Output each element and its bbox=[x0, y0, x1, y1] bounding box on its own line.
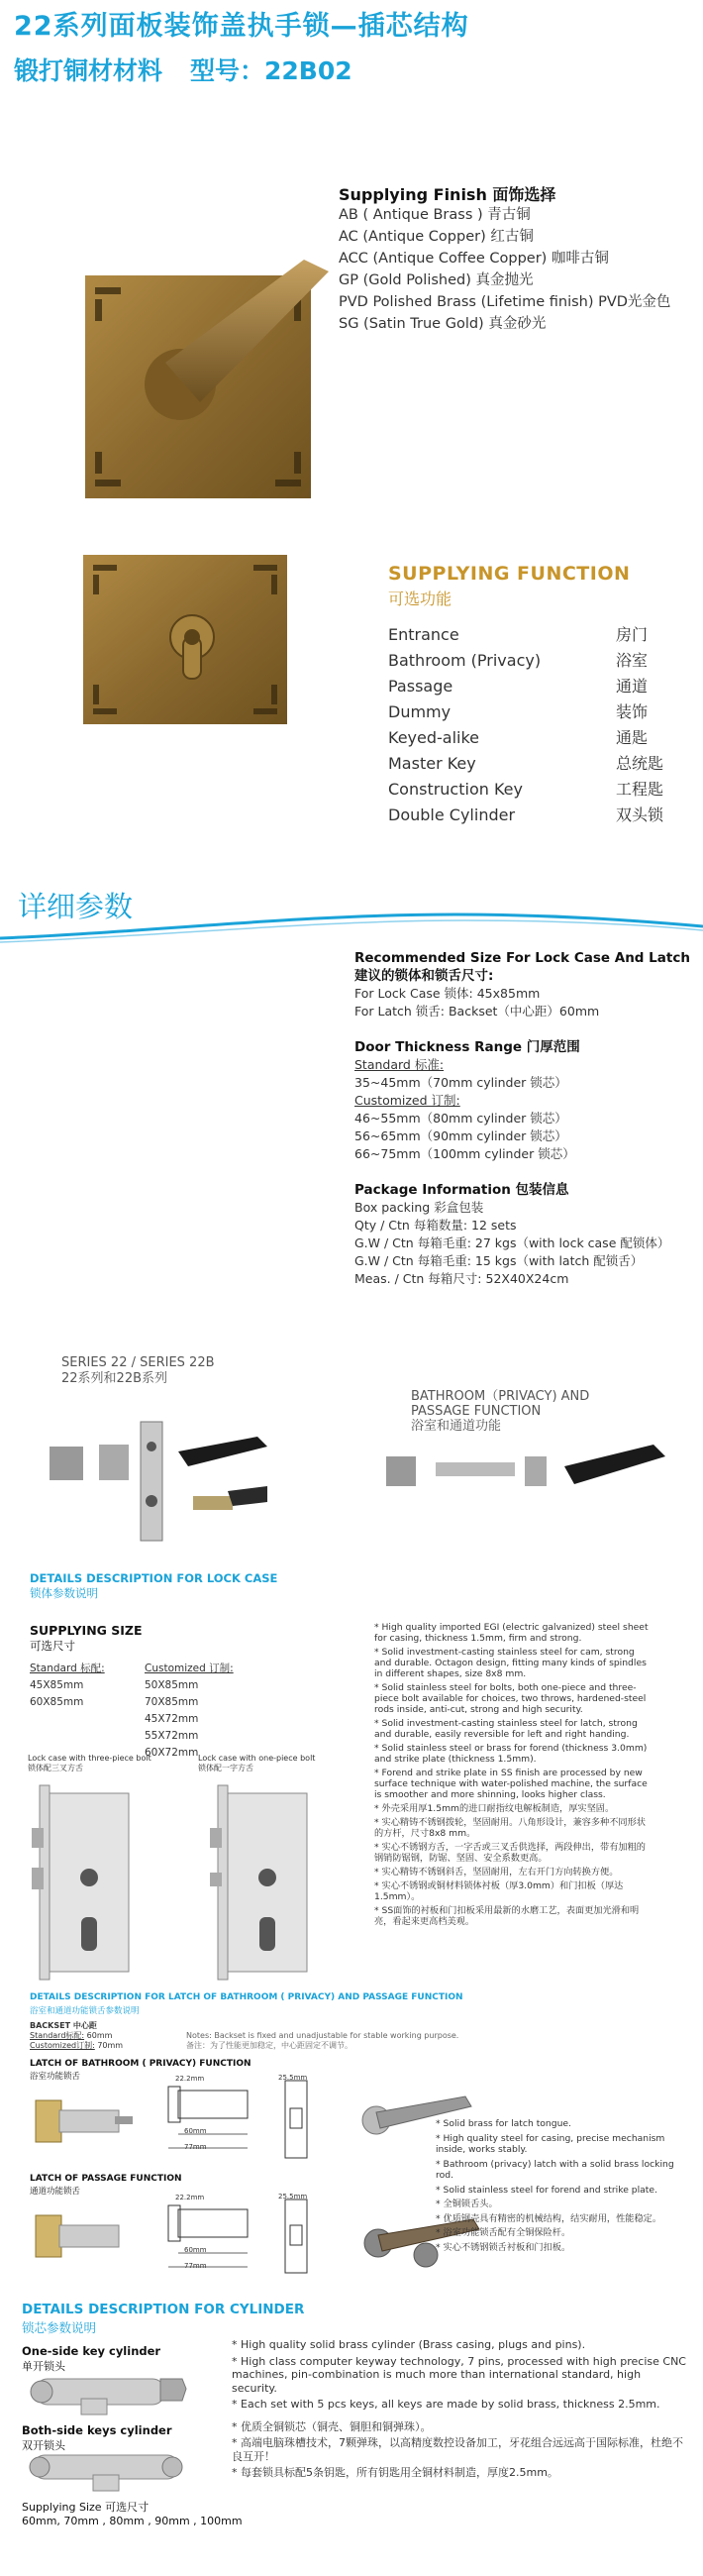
function-heading: SUPPLYING FUNCTION bbox=[388, 563, 631, 585]
finish-item: GP (Gold Polished) 真金抛光 bbox=[339, 272, 534, 288]
dim-label: 77mm bbox=[184, 2262, 207, 2270]
exploded-view-latch-image bbox=[376, 1427, 673, 1516]
bullet-item: * High quality imported EGI (electric galvanized) steel sheet for casing, thickness 1.5mm, firm and strong. bbox=[374, 1622, 649, 1644]
pack-line: Meas. / Ctn 每箱尺寸: 52X40X24cm bbox=[354, 1271, 569, 1286]
bullet-item: * 实心精铸不锈钢拨轮，坚固耐用。八角形设计，兼容多种不同形状的方杆，尺寸8x8 mm。 bbox=[374, 1817, 646, 1839]
backset-cust: Customized订制: 70mm bbox=[30, 2041, 124, 2050]
std-line: 35~45mm（70mm cylinder 锁芯） bbox=[354, 1075, 567, 1090]
function-cn: 房门 bbox=[616, 625, 649, 644]
pack-line: Box packing 彩盒包装 bbox=[354, 1200, 484, 1215]
lockcase-heading: DETAILS DESCRIPTION FOR LOCK CASE bbox=[30, 1571, 278, 1585]
lockcase-one-piece-image bbox=[208, 1783, 327, 1982]
strike-plate-image bbox=[277, 2073, 317, 2164]
cylinder-subheading: 锁芯参数说明 bbox=[22, 2320, 97, 2335]
function-cn: 通道 bbox=[616, 677, 649, 696]
size-item: 45X85mm bbox=[30, 1679, 84, 1691]
passage-latch-image bbox=[30, 2196, 139, 2275]
function-row bbox=[388, 699, 675, 725]
function-cn: 工程匙 bbox=[616, 780, 664, 799]
exploded-view-lockcase-image bbox=[30, 1407, 287, 1546]
specs-block bbox=[354, 949, 691, 1288]
backset-notes bbox=[186, 2031, 458, 2051]
function-cn: 总统匙 bbox=[616, 754, 664, 773]
function-cn: 浴室 bbox=[616, 651, 649, 670]
function-en: Double Cylinder bbox=[388, 805, 516, 824]
function-subheading: 可选功能 bbox=[388, 590, 452, 608]
bullet-item: * 每套锁具标配5条钥匙，所有钥匙用全铜材料制造，厚度2.5mm。 bbox=[232, 2466, 558, 2479]
bullet-item: * 实心精铸不锈钢斜舌，坚固耐用，左右开门方向转换方便。 bbox=[374, 1867, 619, 1878]
one-side-cylinder-image bbox=[22, 2371, 190, 2416]
function-en: Passage bbox=[388, 677, 453, 696]
series-label bbox=[61, 1355, 215, 1387]
lockcase-three-piece-image bbox=[30, 1783, 149, 1982]
note-line: Notes: Backset is fixed and unadjustable for stable working purpose. bbox=[186, 2031, 459, 2040]
bath-latch-image bbox=[30, 2081, 139, 2160]
lever-handle-rose-image bbox=[81, 254, 339, 501]
function-row bbox=[388, 725, 675, 751]
pack-line: Qty / Ctn 每箱数量: 12 sets bbox=[354, 1218, 517, 1233]
cust-line: 66~75mm（100mm cylinder 锁芯） bbox=[354, 1146, 575, 1161]
bullet-item: * Solid brass for latch tongue. bbox=[436, 2118, 571, 2129]
finish-item: ACC (Antique Coffee Copper) 咖啡古铜 bbox=[339, 251, 609, 267]
size-item: 55X72mm bbox=[145, 1730, 199, 1742]
function-row bbox=[388, 803, 675, 828]
passage-dimension-drawing bbox=[149, 2192, 267, 2279]
bullet-item: * 实心不锈钢锁舌衬板和门扣板。 bbox=[436, 2241, 571, 2253]
dim-label: 77mm bbox=[184, 2143, 207, 2151]
material-label: 锻打铜材材料 bbox=[14, 56, 163, 85]
function-en: Bathroom (Privacy) bbox=[388, 651, 542, 670]
bullet-item: * Solid stainless steel for bolts, both one-piece and three-piece bolt available for choices, two throws, hardened-steel rods inside, anti-cut, strong and high security. bbox=[374, 1682, 647, 1715]
function-en: Dummy bbox=[388, 702, 452, 721]
pack-heading: Package Information 包装信息 bbox=[354, 1182, 569, 1198]
bullet-item: * 外壳采用厚1.5mm的进口耐指纹电解板制造，厚实坚固。 bbox=[374, 1803, 615, 1814]
finish-item: PVD Polished Brass (Lifetime finish) PVD光金色 bbox=[339, 294, 671, 310]
dim-label: 25.5mm bbox=[278, 2074, 308, 2082]
rec-line: For Latch 锁舌: Backset（中心距）60mm bbox=[354, 1004, 600, 1019]
wave-divider bbox=[0, 907, 703, 946]
bullet-item: * Solid stainless steel for forend and strike plate. bbox=[436, 2184, 657, 2196]
size-item: 60X72mm bbox=[145, 1747, 199, 1759]
passage-latch-subheading: 通道功能锁舌 bbox=[30, 2187, 81, 2197]
latch-dimension-drawing bbox=[149, 2073, 267, 2164]
bullet-item: * 实心不锈钢方舌，一字舌或三叉舌供选择，两段伸出，带有加粗的钢销防锯钢，防锯、坚固、安全系数更高。 bbox=[374, 1842, 646, 1864]
page-title: 22系列面板装饰盖执手锁—插芯结构 bbox=[14, 11, 469, 42]
cust-size-list bbox=[145, 1661, 234, 1762]
lockcase-subheading: 锁体参数说明 bbox=[30, 1586, 98, 1600]
dim-label: 25.5mm bbox=[278, 2193, 308, 2200]
cylinder-escutcheon-image bbox=[81, 553, 289, 726]
bullet-item: * 高端电脑珠槽技术，7颗弹珠，以高精度数控设备加工，牙花组合远远高于国际标准，杜绝不良互开！ bbox=[232, 2436, 683, 2463]
latch-bullets bbox=[436, 2118, 683, 2256]
function-en: Keyed-alike bbox=[388, 728, 480, 747]
function-row bbox=[388, 622, 675, 648]
rec-subheading: 建议的锁体和锁舌尺寸: bbox=[354, 968, 494, 984]
rec-line: For Lock Case 锁体: 45x85mm bbox=[354, 986, 541, 1001]
bullet-item: * 浴室功能锁舌配有全铜保险杆。 bbox=[436, 2227, 571, 2238]
door-heading: Door Thickness Range 门厚范围 bbox=[354, 1039, 580, 1055]
bullet-item: * Each set with 5 pcs keys, all keys are made by solid brass, thickness 2.5mm. bbox=[232, 2398, 660, 2411]
std-label: Standard 标准: bbox=[354, 1057, 445, 1072]
bullet-item: * Solid investment-casting stainless steel for latch, strong and durable, easily reversible for left and right handing. bbox=[374, 1718, 638, 1740]
details-title: 详细参数 bbox=[18, 890, 134, 923]
cust-label: Customized 订制: bbox=[145, 1663, 234, 1674]
bullet-item: * Forend and strike plate in SS finish are processed by new surface technique with water-polished machine, the surface is smoother and more shinning, looks higher class. bbox=[374, 1768, 648, 1800]
both-side-label: Both-side keys cylinder bbox=[22, 2423, 172, 2437]
function-row bbox=[388, 777, 675, 803]
size-item: 50X85mm bbox=[145, 1679, 199, 1691]
finish-list bbox=[339, 204, 670, 335]
function-en: Entrance bbox=[388, 625, 459, 644]
caption-one-piece: Lock case with one-piece bolt 锁体配一字方舌 bbox=[198, 1754, 316, 1772]
bullet-item: * High class computer keyway technology, 7 pins, processed with high precise CNC machines, pin-combination is much more than international standard, high security. bbox=[232, 2354, 686, 2395]
finish-item: SG (Satin True Gold) 真金砂光 bbox=[339, 316, 547, 332]
size-item: 45X72mm bbox=[145, 1713, 199, 1725]
function-en: Master Key bbox=[388, 754, 476, 773]
dim-label: 60mm bbox=[184, 2127, 207, 2135]
bullet-item: * 优质全铜锁芯（铜壳、铜胆和铜弹珠）。 bbox=[232, 2419, 432, 2433]
size-heading: SUPPLYING SIZE bbox=[30, 1623, 143, 1638]
function-en: Construction Key bbox=[388, 780, 523, 799]
both-side-label-cn: 双开锁头 bbox=[22, 2439, 65, 2452]
one-side-label-cn: 单开锁头 bbox=[22, 2360, 65, 2373]
backset-block bbox=[30, 2021, 123, 2051]
finish-heading: Supplying Finish 面饰选择 bbox=[339, 185, 556, 204]
latch-subheading: 浴室和通道功能锁舌参数说明 bbox=[30, 2006, 140, 2016]
bullet-item: * Bathroom (privacy) latch with a solid brass locking rod. bbox=[436, 2158, 674, 2181]
bath-latch-heading: LATCH OF BATHROOM ( PRIVACY) FUNCTION bbox=[30, 2059, 251, 2069]
both-side-cylinder-image bbox=[22, 2449, 190, 2493]
passage-latch-heading: LATCH OF PASSAGE FUNCTION bbox=[30, 2174, 182, 2184]
size-subheading: 可选尺寸 bbox=[30, 1639, 75, 1653]
rec-heading: Recommended Size For Lock Case And Latch bbox=[354, 950, 690, 966]
series-line: 浴室和通道功能 bbox=[411, 1419, 502, 1434]
one-side-label: One-side key cylinder bbox=[22, 2344, 161, 2358]
note-line: 备注：为了性能更加稳定，中心距固定不调节。 bbox=[186, 2041, 352, 2050]
pack-line: G.W / Ctn 每箱毛重: 15 kgs（with latch 配锁舌） bbox=[354, 1253, 644, 1268]
function-row bbox=[388, 674, 675, 699]
series-line: PASSAGE FUNCTION bbox=[411, 1404, 542, 1419]
std-label: Standard 标配: bbox=[30, 1663, 105, 1674]
function-cn: 通匙 bbox=[616, 728, 649, 747]
dim-label: 22.2mm bbox=[175, 2194, 205, 2201]
cust-label: Customized 订制: bbox=[354, 1093, 460, 1108]
cylinder-heading: DETAILS DESCRIPTION FOR CYLINDER bbox=[22, 2302, 305, 2317]
bullet-item: * 全铜锁舌头。 bbox=[436, 2199, 498, 2209]
dim-label: 60mm bbox=[184, 2246, 207, 2254]
cylinder-bullets bbox=[232, 2338, 689, 2483]
cylinder-size-label: Supplying Size 可选尺寸 bbox=[22, 2501, 150, 2514]
series-line: BATHROOM（PRIVACY) AND bbox=[411, 1389, 590, 1404]
bath-latch-subheading: 浴室功能锁舌 bbox=[30, 2072, 81, 2082]
cylinder-sizes: 60mm, 70mm , 80mm , 90mm , 100mm bbox=[22, 2515, 243, 2527]
function-row bbox=[388, 751, 675, 777]
bullet-item: * Solid investment-casting stainless steel for cam, strong and durable. Octagon design, fitting many kinds of spindles in different shapes, size 8x8 mm. bbox=[374, 1647, 647, 1679]
std-size-list bbox=[30, 1661, 105, 1711]
series-line: 22系列和22B系列 bbox=[61, 1371, 168, 1386]
cust-line: 46~55mm（80mm cylinder 锁芯） bbox=[354, 1111, 567, 1126]
function-row bbox=[388, 648, 675, 674]
strike-plate-image bbox=[277, 2192, 317, 2279]
finish-item: AB ( Antique Brass ) 青古铜 bbox=[339, 207, 531, 223]
size-item: 60X85mm bbox=[30, 1696, 84, 1708]
lockcase-bullets bbox=[374, 1622, 653, 1930]
dim-label: 22.2mm bbox=[175, 2075, 205, 2083]
latch-heading: DETAILS DESCRIPTION FOR LATCH OF BATHROOM ( PRIVACY) AND PASSAGE FUNCTION bbox=[30, 1992, 463, 2002]
function-list bbox=[388, 622, 675, 828]
model-number: 型号：22B02 bbox=[190, 56, 352, 85]
series-line: SERIES 22 / SERIES 22B bbox=[61, 1355, 215, 1370]
bullet-item: * 实心不锈钢或铜材料锁体衬板（厚3.0mm）和门扣板（厚达1.5mm）。 bbox=[374, 1880, 624, 1902]
size-item: 70X85mm bbox=[145, 1696, 199, 1708]
bullet-item: * Solid stainless steel or brass for forend (thickness 3.0mm) and strike plate (thickness 1.5mm). bbox=[374, 1743, 648, 1765]
function-cn: 双头锁 bbox=[616, 805, 664, 824]
bullet-item: * High quality steel for casing, precise mechanism inside, works stably. bbox=[436, 2132, 665, 2155]
model-line bbox=[14, 52, 352, 87]
function-cn: 装饰 bbox=[616, 702, 649, 721]
bullet-item: * 优质钢壳具有精密的机械结构，结实耐用，性能稳定。 bbox=[436, 2212, 662, 2224]
backset-std: Standard标配: 60mm bbox=[30, 2031, 113, 2040]
cust-line: 56~65mm（90mm cylinder 锁芯） bbox=[354, 1128, 567, 1143]
backset-label: BACKSET 中心距 bbox=[30, 2021, 97, 2030]
bullet-item: * High quality solid brass cylinder (Brass casing, plugs and pins). bbox=[232, 2338, 586, 2351]
caption-three-piece: Lock case with three-piece bolt 锁体配三叉方舌 bbox=[28, 1754, 151, 1772]
bullet-item: * SS面饰的衬板和门扣板采用最新的水磨工艺，表面更加光滑和明亮，看起来更高档美观。 bbox=[374, 1905, 640, 1927]
finish-item: AC (Antique Copper) 红古铜 bbox=[339, 229, 534, 245]
pack-line: G.W / Ctn 每箱毛重: 27 kgs（with lock case 配锁体） bbox=[354, 1235, 670, 1250]
